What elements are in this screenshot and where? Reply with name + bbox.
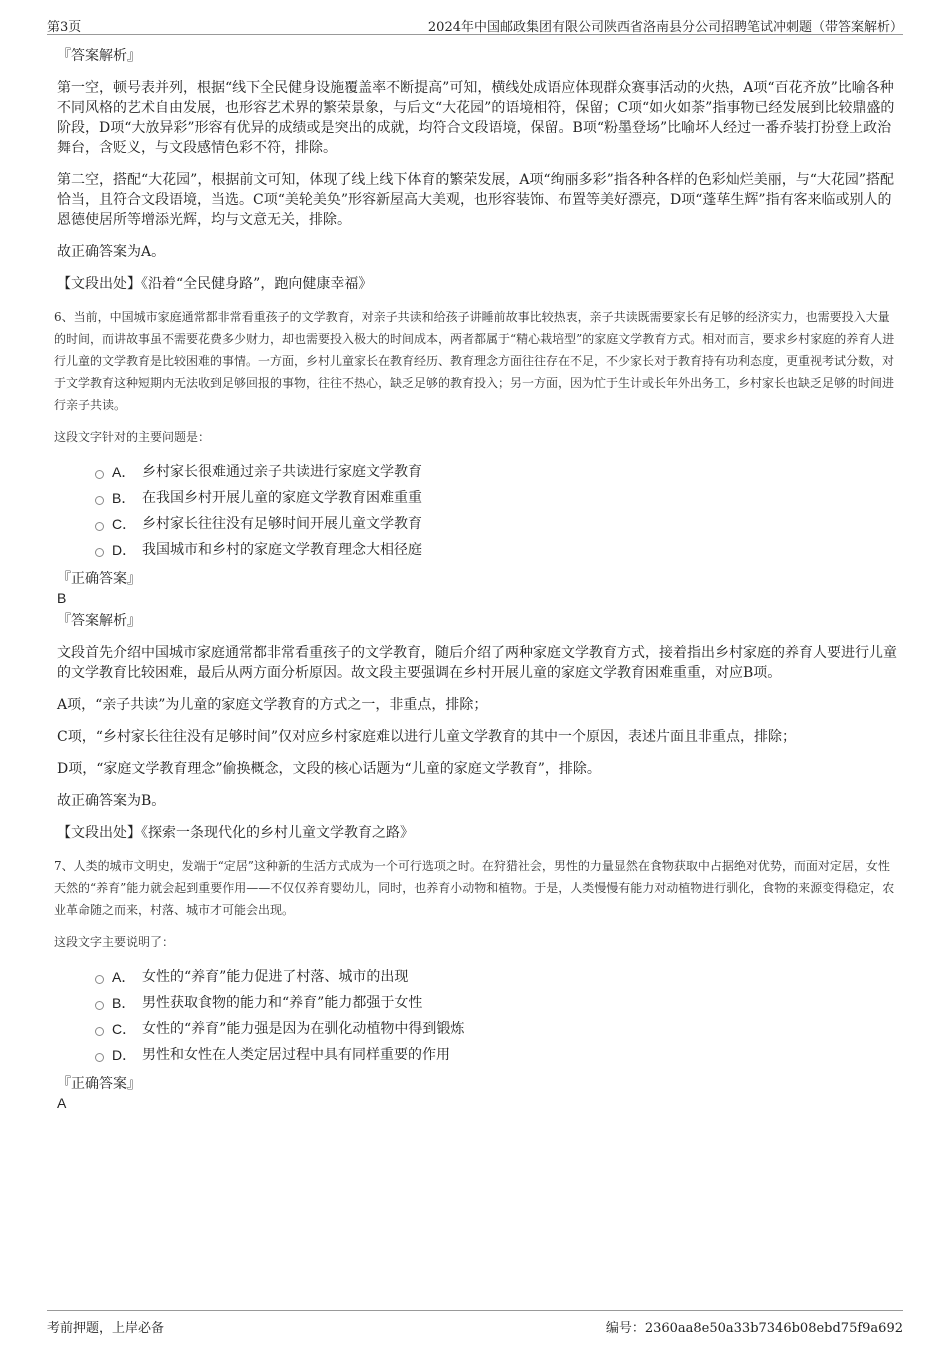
analysis-paragraph: A项，“亲子共读”为儿童的家庭文学教育的方式之一，非重点，排除；: [57, 697, 488, 713]
analysis-paragraph: D项，“家庭文学教育理念”偷换概念，文段的核心话题为“儿童的家庭文学教育”，排除。: [57, 761, 601, 777]
radio-icon[interactable]: [95, 522, 104, 531]
radio-icon[interactable]: [95, 470, 104, 479]
option-a[interactable]: [95, 459, 897, 485]
option-letter: A．: [112, 969, 136, 985]
question-6-options: [95, 459, 897, 563]
question-6-prompt: 这段文字针对的主要问题是：: [54, 430, 211, 444]
option-letter: C．: [112, 1021, 137, 1037]
option-text: 我国城市和乡村的家庭文学教育理念大相径庭: [142, 542, 422, 558]
radio-icon[interactable]: [95, 1001, 104, 1010]
option-letter: C．: [112, 516, 137, 532]
correct-answer-label: 『正确答案』: [57, 571, 141, 587]
radio-icon[interactable]: [95, 548, 104, 557]
source-citation: 【文段出处】《探索一条现代化的乡村儿童文学教育之路》: [57, 825, 414, 841]
page-footer: [47, 1310, 903, 1335]
option-text: 男性和女性在人类定居过程中具有同样重要的作用: [142, 1047, 450, 1063]
analysis-paragraph: 第二空，搭配“大花园”，根据前文可知，体现了线上线下体育的繁荣发展，A项“绚丽多彩”指各种各样的色彩灿烂美丽，与“大花园”搭配恰当，且符合文段语境，当选。C项“美轮美奂”形容新屋高大美观，也形容装饰、布置等美好漂亮，D项“蓬荜生辉”指有客来临或别人的恩德使居所等增添光辉，均与文意无关，排除。: [57, 172, 895, 228]
correct-answer-value: B: [57, 590, 67, 606]
question-7-text: 7、人类的城市文明史，发端于“定居”这种新的生活方式成为一个可行选项之时。在狩猎社会，男性的力量显然在食物获取中占据绝对优势，而面对定居，女性天然的“养育”能力就会起到重要作用——不仅仅养育婴幼儿，同时，也养育小动物和植物。于是，人类慢慢有能力对动植物进行驯化，食物的来源变得稳定，农业革命随之而来，村落、城市才可能会出现。: [54, 859, 895, 917]
option-text: 乡村家长很难通过亲子共读进行家庭文学教育: [142, 464, 422, 480]
option-d[interactable]: [95, 1042, 897, 1068]
page-header: [47, 14, 903, 35]
option-letter: B．: [112, 995, 136, 1011]
option-d[interactable]: [95, 537, 897, 563]
analysis-conclusion: 故正确答案为A。: [57, 244, 166, 260]
document-id: 编号：2360aa8e50a33b7346b08ebd75f9a692: [605, 1321, 903, 1336]
radio-icon[interactable]: [95, 1053, 104, 1062]
option-letter: D．: [112, 542, 137, 558]
analysis-paragraph: 文段首先介绍中国城市家庭通常都非常看重孩子的文学教育，随后介绍了两种家庭文学教育方式，接着指出乡村家庭的养育人要进行儿童的文学教育比较困难，最后从两方面分析原因。故文段主要强调在乡村开展儿童的家庭文学教育困难重重，对应B项。: [57, 645, 897, 681]
option-b[interactable]: [95, 485, 897, 511]
question-6-text: 6、当前，中国城市家庭通常都非常看重孩子的文学教育，对亲子共读和给孩子讲睡前故事比较热衷，亲子共读既需要家长有足够的经济实力，也需要投入大量的时间，而讲故事虽不需要花费多少财力，却也需要投入极大的时间成本，两者都属于“精心栽培型”的家庭文学教育方式。相对而言，要求乡村家庭的养育人进行儿童的文学教育是比较困难的事情。一方面，乡村儿童家长在教育经历、教育理念方面往往存在不足，不少家长对于教育持有功利态度，更重视考试分数，对于文学教育这种短期内无法收到足够回报的事物，往往不热心，缺乏足够的教育投入；另一方面，因为忙于生计或长年外出务工，乡村家长也缺乏足够的时间进行亲子共读。: [54, 310, 895, 412]
option-letter: B．: [112, 490, 136, 506]
analysis-paragraph: 第一空，顿号表并列，根据“线下全民健身设施覆盖率不断提高”可知，横线处成语应体现群众赛事活动的火热，A项“百花齐放”比喻各种不同风格的艺术自由发展，也形容艺术界的繁荣景象，与后文“大花园”的语境相符，保留；C项“如火如荼”指事物已经发展到比较鼎盛的阶段，D项“大放异彩”形容有优异的成绩或是突出的成就，均符合文段语境，保留。B项“粉墨登场”比喻坏人经过一番乔装打扮登上政治舞台，含贬义，与文段感情色彩不符，排除。: [57, 80, 895, 156]
footer-slogan: 考前押题，上岸必备: [47, 1321, 165, 1336]
option-text: 男性获取食物的能力和“养育”能力都强于女性: [142, 995, 423, 1011]
correct-answer-value: A: [57, 1095, 67, 1111]
radio-icon[interactable]: [95, 496, 104, 505]
analysis-conclusion: 故正确答案为B。: [57, 793, 166, 809]
document-title: 2024年中国邮政集团有限公司陕西省洛南县分公司招聘笔试冲刺题（带答案解析）: [427, 20, 903, 35]
option-letter: A．: [112, 464, 136, 480]
source-citation: 【文段出处】《沿着“全民健身路”，跑向健康幸福》: [57, 276, 373, 292]
radio-icon[interactable]: [95, 975, 104, 984]
option-text: 女性的“养育”能力强是因为在驯化动植物中得到锻炼: [142, 1021, 465, 1037]
option-a[interactable]: [95, 964, 897, 990]
answer-analysis-label: 『答案解析』: [57, 613, 141, 629]
question-7-options: [95, 964, 897, 1068]
answer-analysis-label: 『答案解析』: [57, 48, 141, 64]
page-number: 第3页: [47, 20, 82, 35]
option-b[interactable]: [95, 990, 897, 1016]
option-letter: D．: [112, 1047, 137, 1063]
radio-icon[interactable]: [95, 1027, 104, 1036]
option-text: 在我国乡村开展儿童的家庭文学教育困难重重: [142, 490, 422, 506]
question-7-prompt: 这段文字主要说明了：: [54, 935, 175, 949]
page-content: [54, 46, 897, 1116]
option-c[interactable]: [95, 511, 897, 537]
analysis-paragraph: C项，“乡村家长往往没有足够时间”仅对应乡村家庭难以进行儿童文学教育的其中一个原因，表述片面且非重点，排除；: [57, 729, 797, 745]
correct-answer-label: 『正确答案』: [57, 1076, 141, 1092]
option-c[interactable]: [95, 1016, 897, 1042]
option-text: 女性的“养育”能力促进了村落、城市的出现: [142, 969, 409, 985]
option-text: 乡村家长往往没有足够时间开展儿童文学教育: [142, 516, 422, 532]
